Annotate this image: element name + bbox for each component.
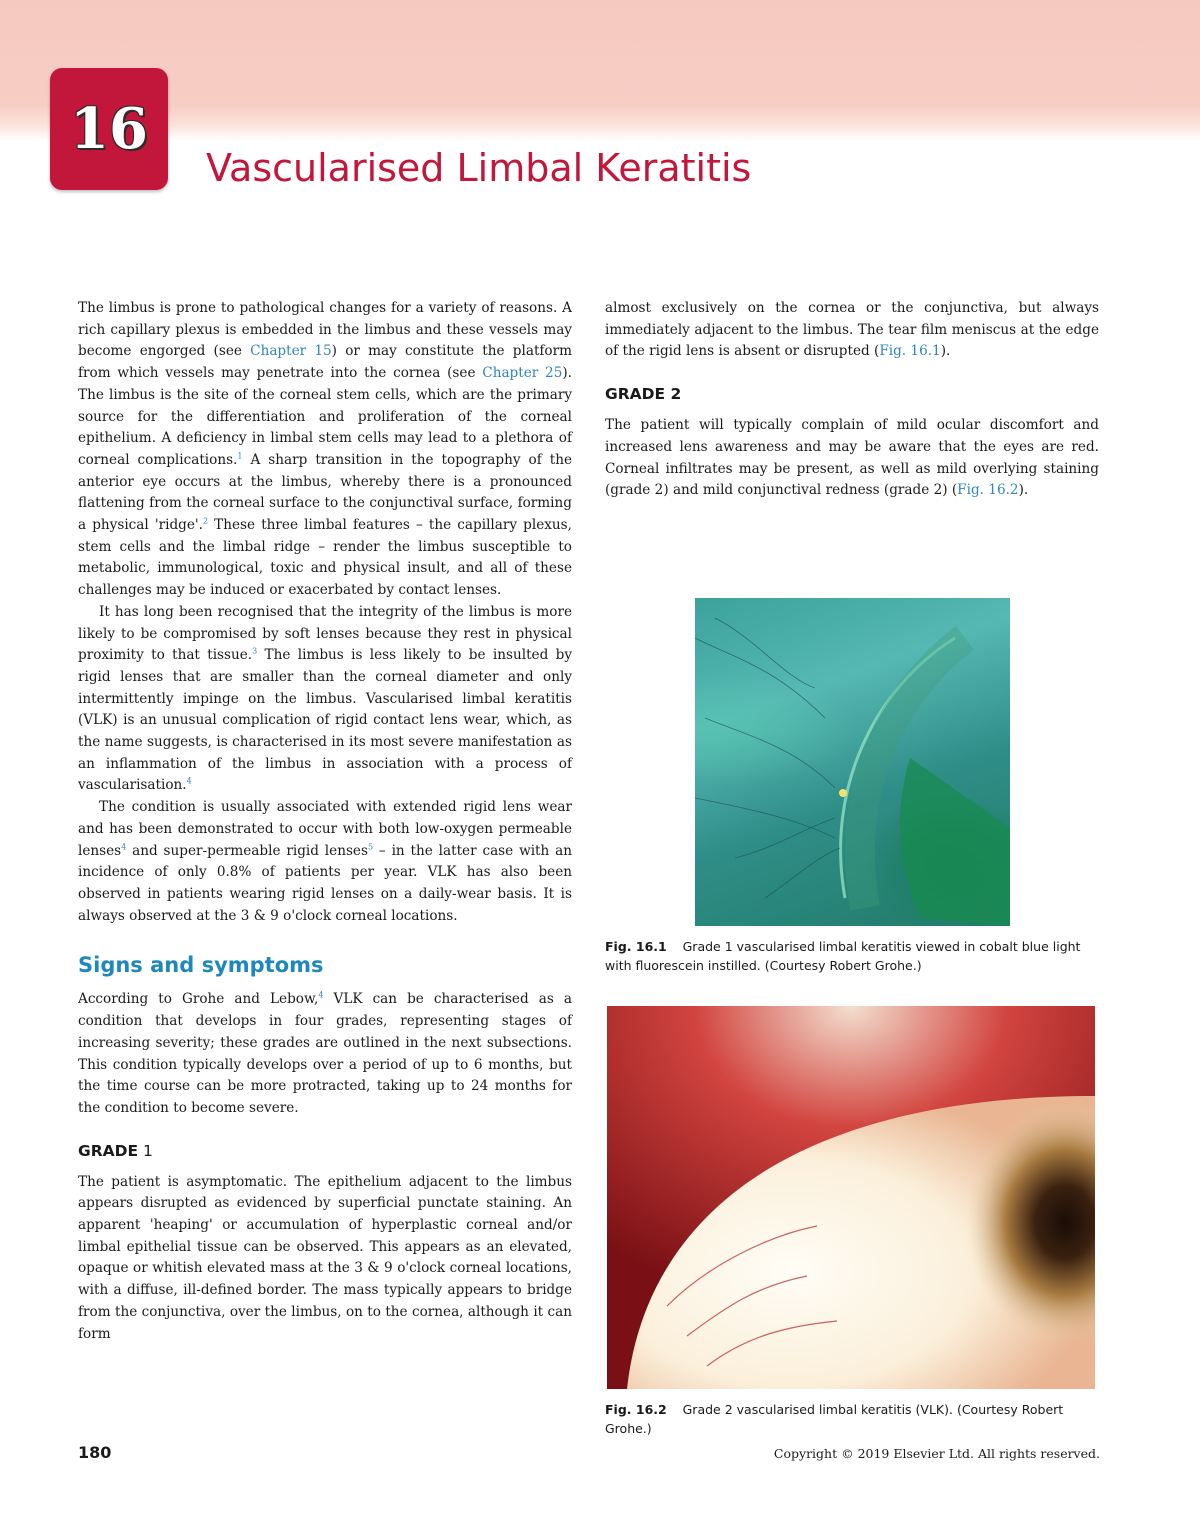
figure-16-1-caption: Fig. 16.1 Grade 1 vascularised limbal keratitis viewed in cobalt blue light with fluorescein instilled. (Courtesy Robert Grohe.) <box>605 939 1081 973</box>
reference-link[interactable]: 4 <box>121 842 127 852</box>
grade-2-heading: GRADE 2 <box>605 385 682 404</box>
figure-16-2-caption: Fig. 16.2 Grade 2 vascularised limbal keratitis (VLK). (Courtesy Robert Grohe.) <box>605 1402 1064 1436</box>
reference-link[interactable]: 4 <box>186 776 192 786</box>
section-heading: Signs and symptoms <box>78 953 324 978</box>
paragraph: It has long been recognised that the integrity of the limbus is more likely to be compromised by soft lenses because they rest in physical proximity to that tissue.$^3$ The limbus is less likely to be insulted by rigid lenses that are smaller than the corneal diameter and only intermittently impinge on the limbus. Vascularised limbal keratitis (VLK) is an unusual complication of rigid contact lens wear, which, as the name suggests, is characterised in its most severe manifestation as an inflammation of the limbus in association with a process of vascularisation.$^4$ <box>78 603 572 794</box>
left-column <box>78 298 572 1345</box>
figure-link[interactable]: Fig. 16.1 <box>879 343 941 360</box>
chapter-number-badge <box>50 68 168 190</box>
chapter-title: Vascularised Limbal Keratitis <box>206 146 752 190</box>
figure-label: Fig. 16.1 <box>605 939 667 954</box>
fluorescein-eye-photo <box>695 598 1010 926</box>
grade-1-heading: GRADE 1 <box>78 1141 153 1160</box>
paragraph: almost exclusively on the cornea or the conjunctiva, but always immediately adjacent to the limbus. The tear film meniscus at the edge of the rigid lens is absent or disrupted (Fig. 16.1). <box>605 300 1099 360</box>
paragraph: According to Grohe and Lebow,$^4$ VLK can be characterised as a condition that develops in four grades, representing stages of increasing severity; these grades are outlined in the next subsections. This condition typically develops over a period of up to 6 months, but the time course can be more protracted, taking up to 24 months for the condition to become severe. <box>78 990 572 1116</box>
header-band <box>0 0 1200 140</box>
copyright-notice: Copyright © 2019 Elsevier Ltd. All rights reserved. <box>773 1446 1100 1461</box>
paragraph: The patient is asymptomatic. The epithelium adjacent to the limbus appears disrupted as evidenced by superficial punctate staining. An apparent 'heaping' or accumulation of hyperplastic corneal and/or limbal epithelial tissue can be observed. This appears as an elevated, opaque or whitish elevated mass at the 3 & 9 o'clock corneal locations, with a diffuse, ill-defined border. The mass typically appears to bridge from the conjunctiva, over the limbus, on to the cornea, although it can form <box>78 1173 572 1342</box>
figure-label: Fig. 16.2 <box>605 1402 667 1417</box>
reference-link[interactable]: 3 <box>252 646 258 656</box>
paragraph: The condition is usually associated with extended rigid lens wear and has been demonstrated to occur with both low-oxygen permeable lenses$^4$ and super-permeable rigid lenses$^5$ – in the latter case with an incidence of only 0.8% of patients per year. VLK has also been observed in patients wearing rigid lenses on a daily-wear basis. It is always observed at the 3 & 9 o'clock corneal locations. <box>78 799 572 924</box>
figure-16-2-image <box>607 1006 1095 1389</box>
page-number: 180 <box>78 1443 112 1462</box>
reference-link[interactable]: 5 <box>367 842 374 852</box>
reference-link[interactable]: 4 <box>318 990 324 1000</box>
chapter-link[interactable]: Chapter 25 <box>482 365 563 382</box>
chapter-link[interactable]: Chapter 15 <box>250 343 332 360</box>
right-column <box>605 298 1099 502</box>
red-eye-photo <box>607 1006 1095 1389</box>
reference-link[interactable]: 1 <box>237 451 243 461</box>
paragraph: The limbus is prone to pathological changes for a variety of reasons. A rich capillary plexus is embedded in the limbus and these vessels may become engorged (see Chapter 15) or may constitute the platform from which vessels may penetrate into the cornea (see Chapter 25). The limbus is the site of the corneal stem cells, which are the primary source for the differentiation and proliferation of the corneal epithelium. A deficiency in limbal stem cells may lead to a plethora of corneal complications.$^1$ A sharp transition in the topography of the anterior eye occurs at the limbus, whereby there is a pronounced flattening from the corneal surface to the conjunctival surface, forming a physical 'ridge'.$^2$ These three limbal features – the capillary plexus, stem cells and the limbal ridge – render the limbus susceptible to metabolic, immunological, toxic and physical insult, and all of these challenges may be induced or exacerbated by contact lenses. <box>78 300 573 599</box>
figure-link[interactable]: Fig. 16.2 <box>957 482 1019 499</box>
paragraph: The patient will typically complain of mild ocular discomfort and increased lens awareness and may be aware that the eyes are red. Corneal infiltrates may be present, as well as mild overlying staining (grade 2) and mild conjunctival redness (grade 2) (Fig. 16.2). <box>605 417 1099 499</box>
chapter-number: 16 <box>70 96 148 162</box>
reference-link[interactable]: 2 <box>202 516 209 526</box>
figure-16-1-image <box>695 598 1010 926</box>
